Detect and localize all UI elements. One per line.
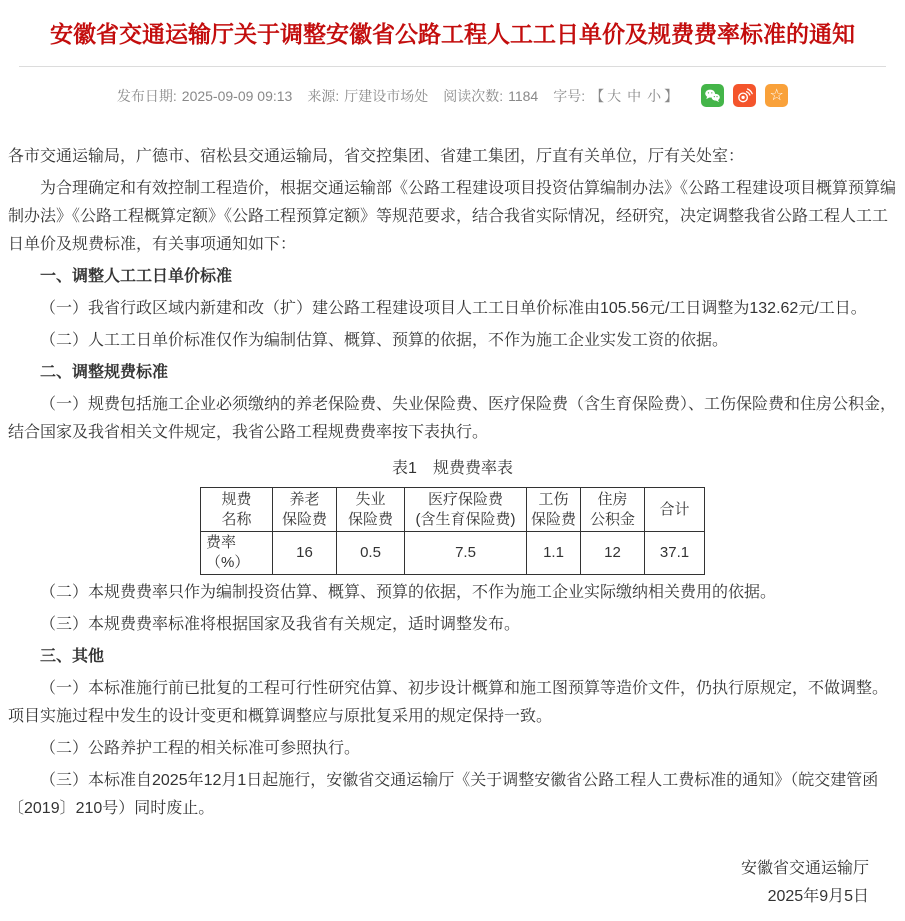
font-size-control [553, 86, 678, 106]
favorite-star-icon: ☆ [769, 86, 784, 104]
source [307, 86, 428, 106]
section2-heading: 二、调整规费标准 [40, 364, 169, 382]
section1-item1: （一）我省行政区域内新建和改（扩）建公路工程建设项目人工工日单价标准由105.56元/工日调整为132.62元/工日。 [40, 300, 867, 318]
meta-bar [0, 84, 905, 107]
view-count-label: 阅读次数: [443, 87, 504, 104]
section1-heading: 一、调整人工工日单价标准 [40, 268, 233, 286]
section3-item3: （三）本标准自2025年12月1日起施行，安徽省交通运输厅《关于调整安徽省公路工程人工费标准的通知》（皖交建管函〔2019〕210号）同时废止。 [8, 772, 879, 818]
rate-injury: 1.1 [527, 532, 581, 575]
section3-heading: 三、其他 [40, 648, 105, 666]
section2-item2: （二）本规费费率只作为编制投资估算、概算、预算的依据，不作为施工企业实际缴纳相关费用的依据。 [40, 584, 777, 602]
section3-item2: （二）公路养护工程的相关标准可参照执行。 [40, 740, 361, 758]
font-size-label: 字号: [553, 87, 586, 104]
font-size-small-button[interactable]: 小 [647, 87, 662, 104]
weibo-icon [735, 86, 754, 105]
signature-date: 2025年9月5日 [767, 888, 869, 906]
share-buttons [701, 84, 788, 107]
weibo-share-button[interactable] [733, 84, 756, 107]
section2-item1: （一）规费包括施工企业必须缴纳的养老保险费、失业保险费、医疗保险费（含生育保险费）、工伤保险费和住房公积金，结合国家及我省相关文件规定，我省公路工程规费费率按下表执行。 [8, 396, 897, 442]
favorite-share-button[interactable] [765, 84, 788, 107]
intro-paragraph: 为合理确定和有效控制工程造价，根据交通运输部《公路工程建设项目投资估算编制办法》《公路工程建设项目概算预算编制办法》《公路工程概算定额》《公路工程预算定额》等规范要求，结合我省实际情况，经研究，决定调整我省公路工程人工工日单价及规费标准，有关事项通知如下： [8, 180, 897, 254]
publish-date [117, 86, 292, 106]
col-header-pension: 养老 保险费 [273, 488, 337, 532]
rate-pension: 16 [273, 532, 337, 575]
col-header-unemployment: 失业 保险费 [337, 488, 405, 532]
font-size-medium-button[interactable]: 中 [627, 87, 642, 104]
rate-housing-fund: 12 [581, 532, 645, 575]
col-header-fee-name: 规费 名称 [201, 488, 273, 532]
signature-org: 安徽省交通运输厅 [740, 860, 869, 878]
rate-unemployment: 0.5 [337, 532, 405, 575]
rate-row-label: 费率（%） [201, 532, 273, 575]
publish-date-label: 发布日期: [116, 87, 177, 104]
col-header-medical: 医疗保险费 (含生育保险费) [405, 488, 527, 532]
source-value: 厅建设市场处 [344, 87, 429, 104]
font-size-large-button[interactable]: 大 [607, 87, 622, 104]
table-data-row [201, 532, 705, 575]
page-title: 安徽省交通运输厅关于调整安徽省公路工程人工工日单价及规费费率标准的通知 [50, 21, 855, 47]
table-header-row [201, 488, 705, 532]
source-label: 来源: [307, 87, 340, 104]
publish-date-value: 2025-09-09 09:13 [181, 87, 293, 104]
view-count-value: 1184 [508, 87, 539, 104]
article-body [0, 143, 905, 921]
section3-item1: （一）本标准施行前已批复的工程可行性研究估算、初步设计概算和施工图预算等造价文件，仍执行原规定，不做调整。项目实施过程中发生的设计变更和概算调整应与原批复采用的规定保持一致。 [8, 680, 889, 726]
table-caption: 表1 规费费率表 [392, 460, 513, 478]
title-divider [19, 66, 886, 67]
col-header-injury: 工伤 保险费 [527, 488, 581, 532]
bracket-open: 【 [590, 87, 605, 104]
section1-item2: （二）人工工日单价标准仅作为编制估算、概算、预算的依据，不作为施工企业实发工资的依据。 [40, 332, 729, 350]
fee-rate-table [200, 487, 705, 575]
salutation: 各市交通运输局，广德市、宿松县交通运输局，省交控集团、省建工集团，厅直有关单位，厅有关处室： [8, 148, 745, 166]
col-header-housing-fund: 住房 公积金 [581, 488, 645, 532]
wechat-share-button[interactable] [701, 84, 724, 107]
view-count [443, 86, 538, 106]
signature-block [8, 855, 897, 921]
rate-medical: 7.5 [405, 532, 527, 575]
section2-item3: （三）本规费费率标准将根据国家及我省有关规定，适时调整发布。 [40, 616, 521, 634]
bracket-close: 】 [664, 87, 679, 104]
wechat-icon [703, 86, 722, 105]
rate-total: 37.1 [645, 532, 705, 575]
col-header-total: 合计 [645, 488, 705, 532]
